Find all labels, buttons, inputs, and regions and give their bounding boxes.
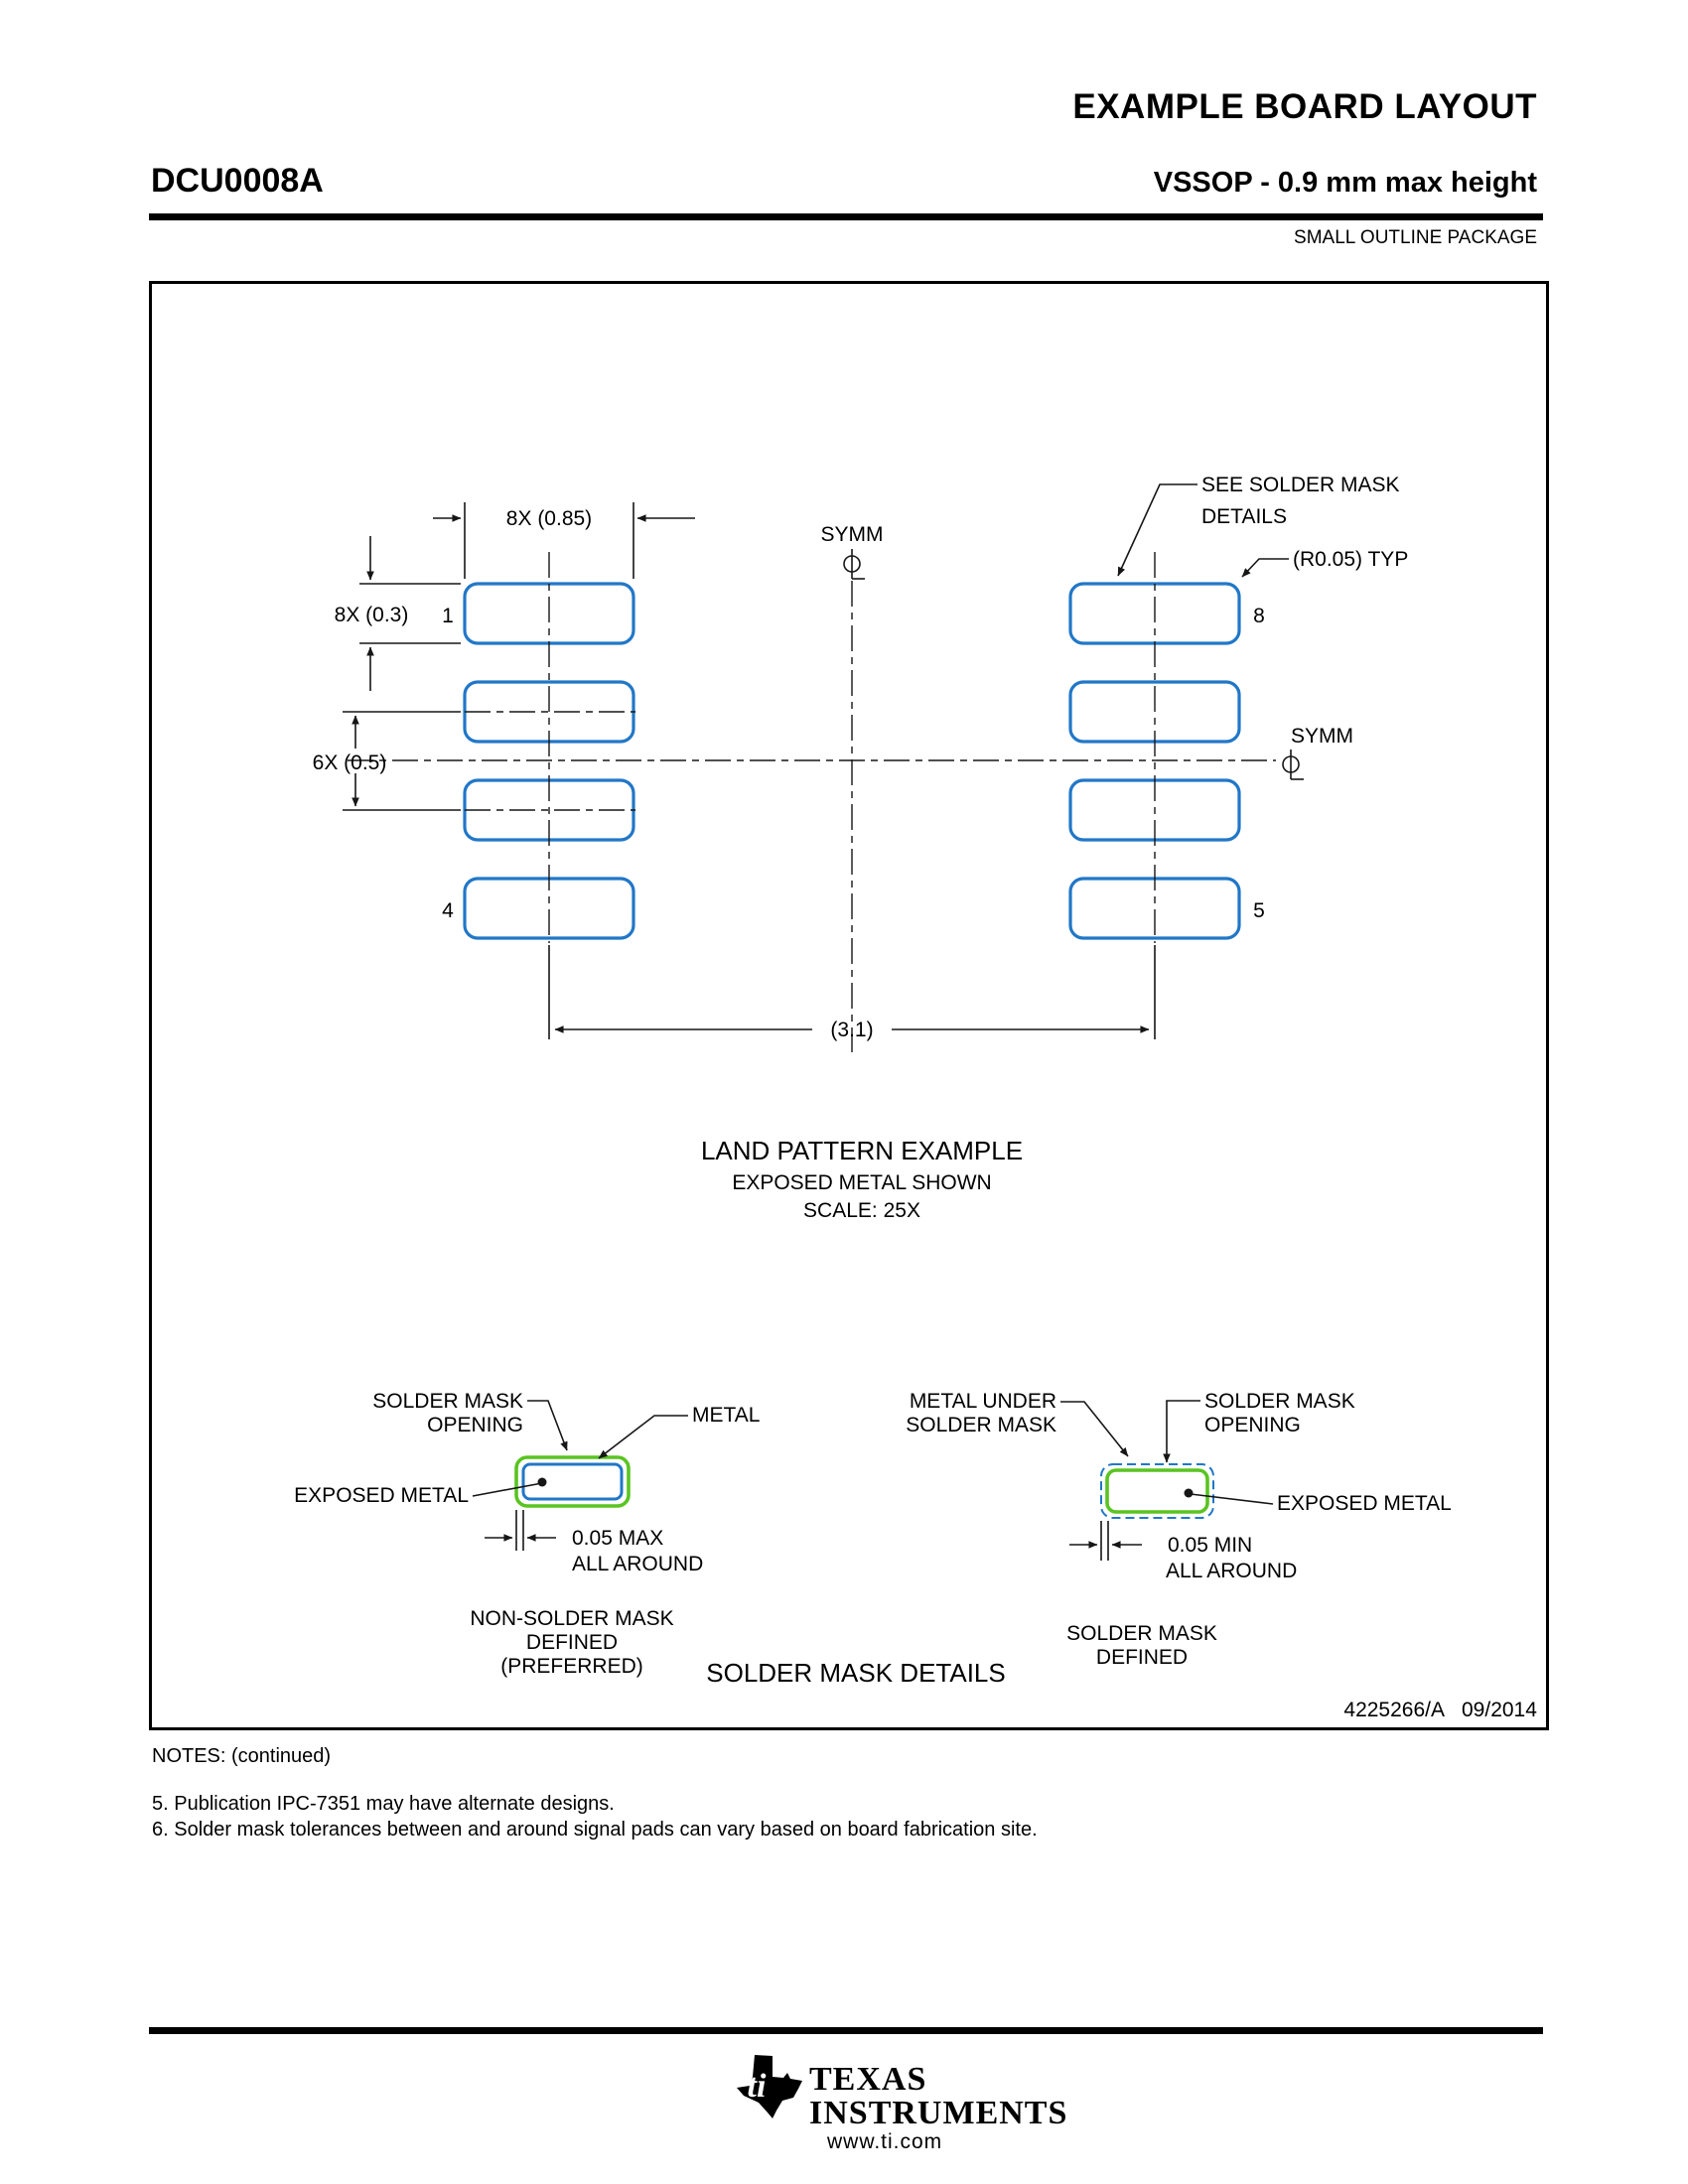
centerline-symbol-right bbox=[1283, 750, 1304, 779]
smd-metal-leader bbox=[1060, 1402, 1128, 1456]
nsmd-dim-label-2: ALL AROUND bbox=[572, 1553, 704, 1575]
dim-pitch-label: 6X (0.5) bbox=[312, 751, 387, 774]
drawing-date: 09/2014 bbox=[1462, 1699, 1537, 1721]
dim-span-label: (3.1) bbox=[830, 1019, 874, 1041]
nsmd-exposed-metal-dot bbox=[538, 1478, 547, 1487]
smd-caption-1: SOLDER MASK bbox=[1066, 1622, 1217, 1645]
smd-dim-label-1: 0.05 MIN bbox=[1168, 1534, 1253, 1557]
pin-number-8: 8 bbox=[1253, 605, 1265, 627]
nsmd-caption-3: (PREFERRED) bbox=[500, 1655, 643, 1678]
dim-pad-width bbox=[433, 502, 695, 579]
pin-number-4: 4 bbox=[442, 899, 454, 922]
land-pattern-title: LAND PATTERN EXAMPLE bbox=[700, 1136, 1024, 1165]
solder-mask-details-title: SOLDER MASK DETAILS bbox=[706, 1658, 1006, 1688]
smd-metal-under-mask bbox=[1101, 1464, 1213, 1518]
smd-exposed-metal-dot bbox=[1185, 1489, 1194, 1498]
centerline-symbol-top bbox=[844, 549, 865, 579]
radius-typ-label: (R0.05) TYP bbox=[1293, 548, 1409, 571]
land-pattern-subtitle: EXPOSED METAL SHOWN bbox=[732, 1171, 992, 1194]
smd-detail bbox=[906, 1390, 1452, 1669]
see-solder-mask-line1: SEE SOLDER MASK bbox=[1201, 474, 1400, 496]
smd-exposed-label: EXPOSED METAL bbox=[1277, 1492, 1452, 1515]
brand-line1: TEXAS bbox=[809, 2061, 927, 2098]
ti-monogram: ti bbox=[747, 2068, 767, 2105]
land-pattern-scale: SCALE: 25X bbox=[803, 1199, 920, 1222]
symm-top-label: SYMM bbox=[820, 523, 884, 546]
smd-metal-label-2: SOLDER MASK bbox=[906, 1414, 1056, 1436]
land-pattern bbox=[313, 474, 1409, 1222]
nsmd-dim-label-1: 0.05 MAX bbox=[572, 1527, 664, 1550]
note-item-6: 6. Solder mask tolerances between and around signal pads can vary based on board fabrication site. bbox=[152, 1819, 1038, 1841]
smd-caption-2: DEFINED bbox=[1095, 1646, 1189, 1669]
nsmd-opening-leader bbox=[527, 1401, 567, 1450]
see-solder-mask-line2: DETAILS bbox=[1201, 505, 1287, 528]
brand-line2: INSTRUMENTS bbox=[809, 2095, 1068, 2131]
package-description: VSSOP - 0.9 mm max height bbox=[1153, 167, 1537, 199]
package-code: DCU0008A bbox=[151, 162, 324, 200]
radius-callout bbox=[1242, 548, 1408, 577]
nsmd-detail bbox=[294, 1390, 760, 1678]
nsmd-exposed-label: EXPOSED METAL bbox=[294, 1484, 469, 1507]
pin-number-5: 5 bbox=[1253, 899, 1265, 922]
symm-right-label: SYMM bbox=[1291, 725, 1353, 748]
note-item-5: 5. Publication IPC-7351 may have alternate designs. bbox=[152, 1793, 615, 1815]
nsmd-metal-label: METAL bbox=[692, 1404, 761, 1427]
page-title: EXAMPLE BOARD LAYOUT bbox=[1072, 87, 1537, 126]
smd-dim-label-2: ALL AROUND bbox=[1166, 1560, 1298, 1582]
nsmd-caption-1: NON-SOLDER MASK bbox=[470, 1607, 674, 1630]
drawing-number: 4225266/A bbox=[1343, 1699, 1445, 1721]
smd-opening-leader bbox=[1167, 1401, 1200, 1462]
pin-number-1: 1 bbox=[442, 605, 454, 627]
package-type: SMALL OUTLINE PACKAGE bbox=[1294, 227, 1537, 248]
nsmd-metal-leader bbox=[599, 1416, 688, 1458]
dim-pad-width-label: 8X (0.85) bbox=[505, 507, 593, 530]
ti-logo bbox=[737, 2055, 802, 2118]
dim-pad-height-label: 8X (0.3) bbox=[334, 604, 409, 626]
smd-opening-label-1: SOLDER MASK bbox=[1204, 1390, 1355, 1413]
smd-opening-label-2: OPENING bbox=[1204, 1414, 1301, 1436]
notes-heading: NOTES: (continued) bbox=[152, 1745, 332, 1767]
brand-wordmark bbox=[809, 2063, 1067, 2130]
footer-rule bbox=[149, 2027, 1543, 2034]
smd-metal-label-1: METAL UNDER bbox=[909, 1390, 1056, 1413]
nsmd-opening-label-1: SOLDER MASK bbox=[372, 1390, 523, 1413]
nsmd-opening-label-2: OPENING bbox=[427, 1414, 523, 1436]
website-link: www.ti.com bbox=[827, 2130, 943, 2153]
nsmd-caption-2: DEFINED bbox=[525, 1631, 619, 1654]
